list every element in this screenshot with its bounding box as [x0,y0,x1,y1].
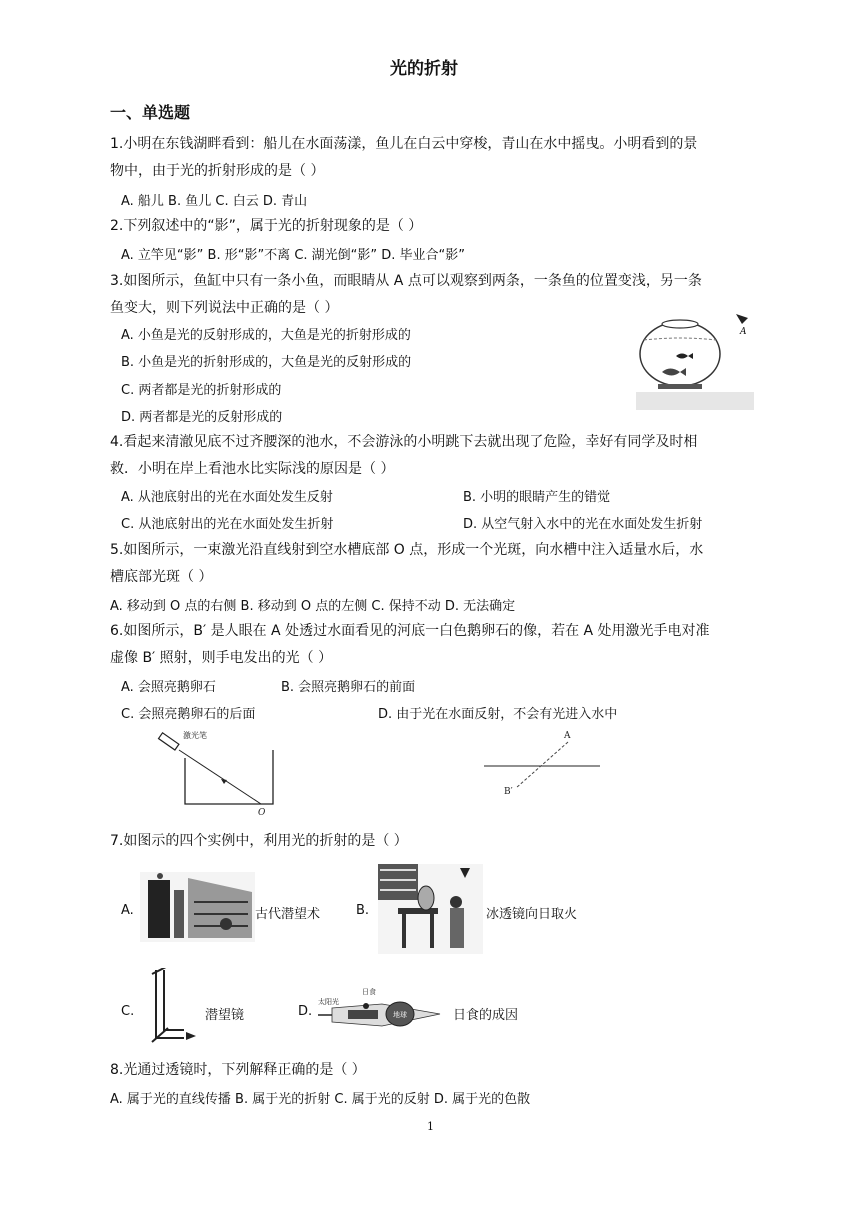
table-base [636,392,754,410]
question-2-options: A. 立竿见“影” B. 形“影”不离 C. 湖光倒“影” D. 毕业合“影” [121,248,466,263]
question-7-text-b: 冰透镜向日取火 [486,907,578,922]
question-5-options: A. 移动到 O 点的右侧 B. 移动到 O 点的左侧 C. 保持不动 D. 无法确定 [110,599,516,614]
periscope-image [148,968,198,1048]
fishbowl-label-a: A [740,327,747,337]
question-7-label-c: C. [121,1004,135,1019]
page-title: 光的折射 [390,59,458,79]
point-a-label: A [564,731,571,741]
question-4-line-1: 4.看起来清澈见底不过齐腰深的池水，不会游泳的小明跳下去就出现了危险，幸好有同学及时相 [110,434,698,450]
question-4-option-b: B. 小明的眼睛产生的错觉 [463,490,611,505]
laser-beam [179,750,261,804]
small-fish-icon [676,353,693,359]
question-7-label-b: B. [356,903,370,918]
page-number: 1 [427,1120,434,1133]
laser-pointer-label: 激光笔 [183,731,207,740]
question-5-line-1: 5.如图所示，一束激光沿直线射到空水槽底部 O 点，形成一个光斑，向水槽中注入适量水后，水 [110,542,704,558]
question-4-option-a: A. 从池底射出的光在水面处发生反射 [121,490,333,505]
question-3-option-c: C. 两者都是光的折射形成的 [121,383,282,398]
question-7-label-a: A. [121,903,134,918]
fishbowl-figure [636,312,756,412]
question-3-option-b: B. 小鱼是光的折射形成的，大鱼是光的反射形成的 [121,355,412,370]
question-6-line-2: 虚像 B′ 照射，则手电发出的光（ ） [110,650,333,666]
question-8-line-1: 8.光通过透镜时，下列解释正确的是（ ） [110,1062,366,1078]
water-surface [644,338,716,340]
question-6-option-d: D. 由于光在水面反射，不会有光进入水中 [378,707,618,722]
question-5-line-2: 槽底部光斑（ ） [110,569,213,585]
water-tank [185,750,273,804]
question-7-text-a: 古代潜望术 [255,907,321,922]
water-image-figure [482,728,602,808]
eye-icon [736,314,748,324]
question-3-option-a: A. 小鱼是光的反射形成的，大鱼是光的折射形成的 [121,328,411,343]
big-fish-icon [662,368,686,376]
ancient-periscope-image [140,872,255,942]
question-3-line-2: 鱼变大，则下列说法中正确的是（ ） [110,300,339,316]
question-4-line-2: 救．小明在岸上看池水比实际浅的原因是（ ） [110,461,395,477]
question-1-line-1: 1.小明在东钱湖畔看到：船儿在水面荡漾，鱼儿在白云中穿梭，青山在水中摇曳。小明看到的景 [110,136,698,152]
question-1-line-2: 物中，由于光的折射形成的是（ ） [110,163,325,179]
question-6-option-a: A. 会照亮鹅卵石 [121,680,216,695]
sight-line [516,742,568,788]
question-8-options: A. 属于光的直线传播 B. 属于光的折射 C. 属于光的反射 D. 属于光的色散 [110,1092,531,1107]
question-4-option-d: D. 从空气射入水中的光在水面处发生折射 [463,517,703,532]
ice-lens-fire-image [378,864,483,954]
question-7-label-d: D. [298,1004,313,1019]
point-o-label: O [258,808,266,818]
question-1-options: A. 船儿 B. 鱼儿 C. 白云 D. 青山 [121,194,308,209]
question-7-line-1: 7.如图示的四个实例中，利用光的折射的是（ ） [110,833,408,849]
eclipse-label: 日食 [362,988,376,996]
solar-eclipse-image [318,986,446,1042]
section-heading: 一、单选题 [110,103,191,122]
question-3-line-1: 3.如图所示，鱼缸中只有一条小鱼，而眼睛从 A 点可以观察到两条，一条鱼的位置变浅，另一条 [110,273,702,289]
question-7-text-d: 日食的成因 [453,1008,519,1023]
question-6-option-c: C. 会照亮鹅卵石的后面 [121,707,256,722]
question-2-line-1: 2.下列叙述中的“影”，属于光的折射现象的是（ ） [110,218,423,234]
question-6-line-1: 6.如图所示，B′ 是人眼在 A 处透过水面看见的河底一白色鹅卵石的像，若在 A 处用激光手电对准 [110,623,710,639]
question-4-option-c: C. 从池底射出的光在水面处发生折射 [121,517,334,532]
laser-tank-figure [155,728,285,818]
earth-label: 地球 [393,1011,407,1019]
question-6-option-b: B. 会照亮鹅卵石的前面 [281,680,416,695]
sunlight-label: 太阳光 [318,998,339,1006]
fishbowl-stand [658,384,702,389]
laser-pointer-icon [159,733,179,750]
point-b-prime-label: B′ [504,787,513,797]
question-7-text-c: 潜望镜 [205,1008,245,1023]
question-3-option-d: D. 两者都是光的反射形成的 [121,410,283,425]
fishbowl-rim [662,320,698,328]
